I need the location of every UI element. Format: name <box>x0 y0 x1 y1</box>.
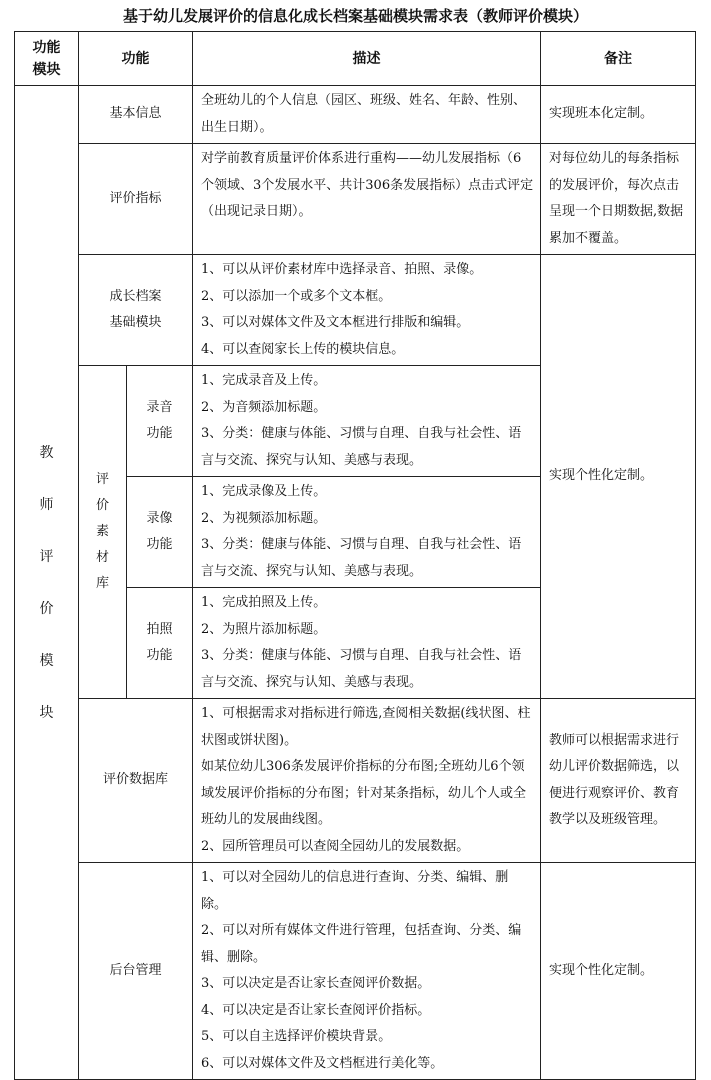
row-backend <box>15 863 696 1080</box>
remark-backend: 实现个性化定制。 <box>541 863 696 1080</box>
remark-indicator: 对每位幼儿的每条指标的发展评价，每次点击呈现一个日期数据,数据累加不覆盖。 <box>541 144 696 255</box>
list-item: 1、可以对全园幼儿的信息进行查询、分类、编辑、删除。 <box>201 870 509 912</box>
module-char: 教 <box>39 444 54 461</box>
remark-database: 教师可以根据需求进行幼儿评价数据筛选，以便进行观察评价、教育教学以及班级管理。 <box>541 699 696 863</box>
function-video: 录像 功能 <box>127 477 193 588</box>
list-item: 2、园所管理员可以查阅全园幼儿的发展数据。 <box>201 838 470 854</box>
list-item: 1、完成录像及上传。 <box>201 484 327 499</box>
list-item: 1、可以从评价素材库中选择录音、拍照、录像。 <box>201 262 483 277</box>
function-archive: 成长档案 基础模块 <box>79 255 193 366</box>
description-indicator: 对学前教育质量评价体系进行重构——幼儿发展指标（6个领域、3个发展水平、共计306条发展指标）点击式评定（出现记录日期）。 <box>193 144 541 255</box>
remark-basic-info: 实现班本化定制。 <box>541 86 696 144</box>
description-database <box>193 699 541 863</box>
module-char: 模 <box>39 652 54 669</box>
material-char: 库 <box>95 576 109 591</box>
list-item: 2、可以添加一个或多个文本框。 <box>201 288 392 304</box>
material-char: 素 <box>95 524 109 539</box>
header-description: 描述 <box>193 32 541 86</box>
remark-material: 实现个性化定制。 <box>541 255 696 699</box>
module-char: 价 <box>39 600 54 617</box>
function-audio: 录音 功能 <box>127 366 193 477</box>
function-basic-info: 基本信息 <box>79 86 193 144</box>
function-database: 评价数据库 <box>79 699 193 863</box>
material-char: 评 <box>95 472 109 487</box>
list-item: 2、为照片添加标题。 <box>201 621 327 637</box>
header-remark: 备注 <box>541 32 696 86</box>
module-char: 评 <box>39 548 54 565</box>
material-char: 价 <box>95 498 109 513</box>
description-audio <box>193 366 541 477</box>
description-archive <box>193 255 541 366</box>
row-archive <box>15 255 696 366</box>
description-backend <box>193 863 541 1080</box>
module-char: 块 <box>39 704 54 721</box>
list-item: 5、可以自主选择评价模块背景。 <box>201 1029 392 1044</box>
material-group-cell <box>79 366 127 699</box>
list-item: 1、完成拍照及上传。 <box>201 595 327 610</box>
list-item: 1、可根据需求对指标进行筛选,查阅相关数据(线状图、柱状图或饼状图)。 <box>201 706 531 748</box>
header-row <box>15 32 696 86</box>
requirements-table <box>14 31 696 1080</box>
row-database <box>15 699 696 863</box>
list-item: 3、可以对媒体文件及文本框进行排版和编辑。 <box>201 315 470 330</box>
list-item: 4、可以查阅家长上传的模块信息。 <box>201 341 405 357</box>
description-basic-info: 全班幼儿的个人信息（园区、班级、姓名、年龄、性别、出生日期）。 <box>193 86 541 144</box>
list-item: 2、为视频添加标题。 <box>201 510 327 526</box>
function-indicator: 评价指标 <box>79 144 193 255</box>
module-cell <box>15 86 79 1080</box>
list-item: 6、可以对媒体文件及文档框进行美化等。 <box>201 1055 444 1071</box>
list-item: 3、分类：健康与体能、习惯与自理、自我与社会性、语言与交流、探究与认知、美感与表现。 <box>201 648 522 690</box>
row-indicator <box>15 144 696 255</box>
material-char: 材 <box>95 550 109 565</box>
document-title: 基于幼儿发展评价的信息化成长档案基础模块需求表（教师评价模块） <box>122 7 588 25</box>
list-item: 3、分类：健康与体能、习惯与自理、自我与社会性、语言与交流、探究与认知、美感与表现。 <box>201 426 522 468</box>
list-item: 2、可以对所有媒体文件进行管理，包括查询、分类、编辑、删除。 <box>201 923 522 965</box>
list-item: 3、可以决定是否让家长查阅评价数据。 <box>201 976 431 991</box>
list-item: 2、为音频添加标题。 <box>201 399 327 415</box>
description-photo <box>193 588 541 699</box>
list-item: 1、完成录音及上传。 <box>201 373 327 388</box>
function-photo: 拍照 功能 <box>127 588 193 699</box>
list-item: 4、可以决定是否让家长查阅评价指标。 <box>201 1002 431 1018</box>
header-function: 功能 <box>79 32 193 86</box>
description-video <box>193 477 541 588</box>
list-item: 3、分类：健康与体能、习惯与自理、自我与社会性、语言与交流、探究与认知、美感与表现。 <box>201 537 522 579</box>
row-basic-info <box>15 86 696 144</box>
header-module: 功能 模块 <box>15 32 79 86</box>
function-backend: 后台管理 <box>79 863 193 1080</box>
list-item: 如某位幼儿306条发展评价指标的分布图;全班幼儿6个领域发展评价指标的分布图；针对某条指标，幼儿个人或全班幼儿的发展曲线图。 <box>201 759 527 827</box>
module-char: 师 <box>39 496 54 513</box>
